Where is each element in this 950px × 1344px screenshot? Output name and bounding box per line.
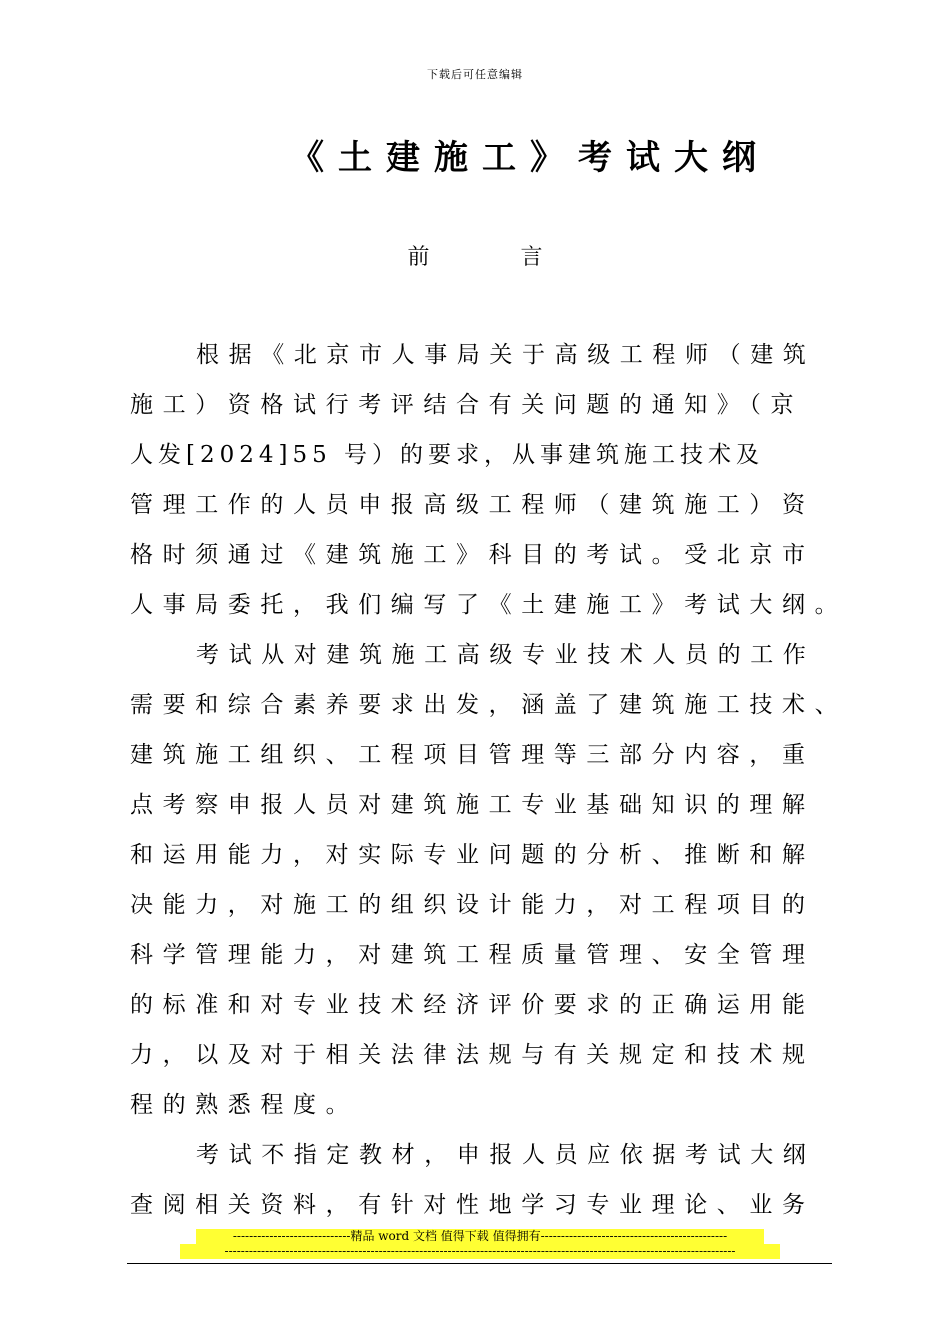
page-header-note: 下载后可任意编辑 (427, 68, 523, 81)
footer-banner-line2: ------------------------------------------------------------------------------------------------------------------------------ (180, 1244, 780, 1259)
paragraph-line: 根据《北京市人事局关于高级工程师（建筑 (196, 342, 816, 368)
paragraph-line: 需要和综合素养要求出发，涵盖了建筑施工技术、 (130, 692, 848, 718)
body-text (130, 330, 848, 1230)
paragraph-line: 考试从对建筑施工高级专业技术人员的工作 (196, 642, 816, 668)
section-title-part2: 言 (520, 245, 543, 270)
paragraph-line: 和运用能力，对实际专业问题的分析、推断和解 (130, 842, 815, 868)
paragraph-line: 的标准和对专业技术经济评价要求的正确运用能 (130, 992, 815, 1018)
footer-divider (127, 1263, 832, 1264)
paragraph-line: 程的熟悉程度。 (130, 1092, 359, 1118)
paragraph-line: 力，以及对于相关法律法规与有关规定和技术规 (130, 1042, 815, 1068)
paragraph-line: 人事局委托，我们编写了《土建施工》考试大纲。 (130, 592, 848, 618)
paragraph-line: 科学管理能力，对建筑工程质量管理、安全管理 (130, 942, 815, 968)
footer-banner (180, 1229, 780, 1259)
document-title: 《土建施工》考试大纲 (290, 138, 770, 178)
section-title (0, 240, 950, 271)
paragraph-line: 考试不指定教材，申报人员应依据考试大纲 (196, 1142, 816, 1168)
paragraph-line: 点考察申报人员对建筑施工专业基础知识的理解 (130, 792, 815, 818)
paragraph-line: 格时须通过《建筑施工》科目的考试。受北京市 (130, 542, 815, 568)
paragraph-line: 查阅相关资料，有针对性地学习专业理论、业务 (130, 1192, 815, 1218)
paragraph-line: 施工）资格试行考评结合有关问题的通知》（京 (130, 392, 804, 418)
section-title-part1: 前 (407, 245, 430, 270)
footer-banner-line1: -----------------------------精品 word 文档 值得下载 值得拥有---------------------------------------------- (196, 1229, 764, 1244)
paragraph-line: 决能力，对施工的组织设计能力，对工程项目的 (130, 892, 815, 918)
paragraph-line: 管理工作的人员申报高级工程师（建筑施工）资 (130, 492, 815, 518)
paragraph-line: 人发[2024]55 号）的要求，从事建筑施工技术及 (130, 442, 765, 468)
paragraph-line: 建筑施工组织、工程项目管理等三部分内容，重 (130, 742, 815, 768)
